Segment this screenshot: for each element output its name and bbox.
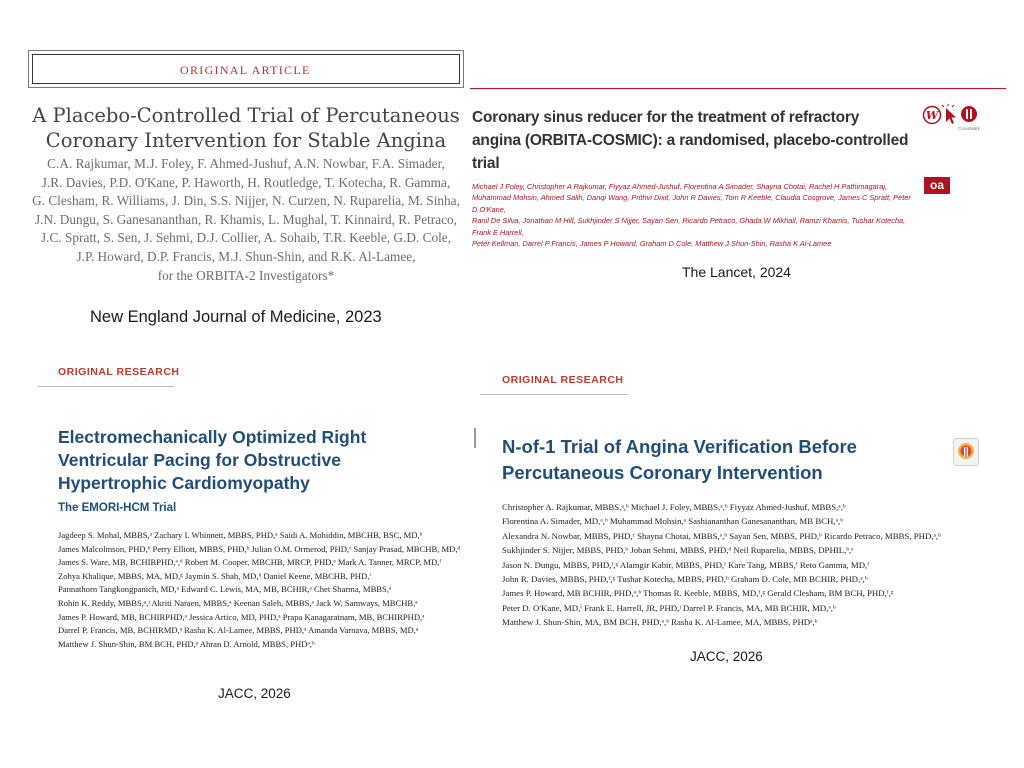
author-list xyxy=(472,181,912,249)
article-title xyxy=(502,434,952,486)
cursor-icon xyxy=(942,104,956,124)
title-line: Electromechanically Optimized Right xyxy=(58,427,367,447)
editorial-w-icon xyxy=(924,107,941,124)
author-line: Florentina A. Simader, MD,ᵃ,ᵇ Muhammad Mohsin,ᵃ Sashiananthan Ganesananthan, MB BCH,ᵃ,ᵇ xyxy=(502,516,843,527)
author-line: J.R. Davies, P.D. O'Kane, P. Haworth, H. Routledge, T. Kotecha, R. Gamma, xyxy=(41,174,451,190)
author-line: Michael J Foley, Christopher A Rajkumar, Fiyyaz Ahmed-Jushuf, Florentina A Simader, Shayna Chotai, Rachel H Pathimagaraj, xyxy=(472,182,888,191)
author-line: Jagdeep S. Mohal, MBBS,ᵃ Zachary I. Whinnett, MBBS, PHD,ᵃ Saidi A. Mohiddin, MBCHB, BSC, MD,ᵇ xyxy=(58,530,423,540)
journal-badge-icon xyxy=(953,438,979,466)
author-line: Peter Kellman, Darrel P Francis, James P Howard, Graham D Cole, Matthew J Shun-Shin, Rasha K Al-Lamee xyxy=(472,239,832,249)
title-line: trial xyxy=(472,155,500,172)
crossmark-icon xyxy=(958,106,981,131)
article-subtitle: The EMORI-HCM Trial xyxy=(58,502,177,514)
journal-caption: JACC, 2026 xyxy=(690,649,763,664)
jacc-nof1-article-panel xyxy=(480,372,1010,692)
section-rule xyxy=(480,394,628,395)
author-line: Rohin K. Reddy, MBBS,ᵃ,ʲ Akriti Naraen, MBBS,ᵃ Keenan Saleh, MBBS,ᵃ Jack W. Samways, MBCHB,ᵃ xyxy=(58,597,418,608)
journal-caption: JACC, 2026 xyxy=(218,686,291,701)
author-line: Ranil De Silva, Jonathan M Hill, Sukhjinder S Nijjer, Sayan Sen, Ricardo Petraco, Ghada W Mikhail, Ramzi Khamis, Tushar Kotecha, Frank E Harrell, xyxy=(472,216,906,237)
article-icons xyxy=(922,104,982,134)
author-line: Alexandra N. Nowbar, MBBS, PHD,ᶜ Shayna Chotai, MBBS,ᵃ,ᵇ Sayan Sen, MBBS, PHD,ᵇ Ricardo Petraco, MBBS, PHD,ᵃ,ᵇ xyxy=(502,530,941,541)
author-line: Jason N. Dungu, MBBS, PHD,ᶠ,ᵍ Alamgir Kabir, MBBS, PHD,ᶠ Kare Tang, MBBS,ᶠ Reto Gamma, MD,ᶠ xyxy=(502,559,870,570)
author-line: Sukhjinder S. Nijjer, MBBS, PHD,ᵇ Joban Sehmi, MBBS, PHD,ᵈ Neil Ruparelia, MBBS, DPHIL,ᵇ,ᵉ xyxy=(502,545,854,556)
author-line: James P. Howard, MB, BCHIRPHD,ᵃ Jessica Artico, MD, PHD,ᵃ Prapa Kanagaratnam, MB, BCHIRPHD,ᵃ xyxy=(58,611,425,622)
nejm-article-panel xyxy=(28,50,464,340)
article-title xyxy=(58,426,478,495)
author-line: J.C. Spratt, S. Sen, J. Sehmi, D.J. Collier, A. Sohaib, T.R. Keeble, G.D. Cole, xyxy=(40,230,452,246)
article-type-label: ORIGINAL ARTICLE xyxy=(32,54,460,84)
author-line: Pannathorn Tangkongpanich, MD,ᵃ Edward C. Lewis, MA, MB, BCHIR,ᵃ Chet Sharma, MBBS,ᵃ xyxy=(58,584,392,595)
journal-caption: New England Journal of Medicine, 2023 xyxy=(90,308,382,326)
author-line: James S. Ware, MB, BCHIRPHD,ᵃ,ᵈ Robert M. Cooper, MBCHB, MRCP, PHD,ᵉ Mark A. Tanner, MRCP, MD,ᶠ xyxy=(58,557,442,568)
author-line: James P. Howard, MB BCHIR, PHD,ᵃ,ᵇ Thomas R. Keeble, MBBS, MD,ᶠ,ᵍ Gerald Clesham, BM BCH, PHD,ᶠ,ᵍ xyxy=(502,588,894,599)
journal-caption: The Lancet, 2024 xyxy=(682,264,791,280)
author-line: J.P. Howard, D.P. Francis, M.J. Shun-Shin, and R.K. Al-Lamee, xyxy=(76,248,416,264)
article-type-banner xyxy=(28,50,464,88)
author-line: James Malcolmson, PHD,ᵇ Perry Elliott, MBBS, PHD,ᵇ Julian O.M. Ormerod, PHD,ᶜ Sanjay Prasad, MBCHB, MD,ᵈ xyxy=(58,543,461,554)
open-access-badge: oa xyxy=(924,177,950,194)
title-line: A Placebo-Controlled Trial of Percutaneous xyxy=(32,104,460,127)
lancet-article-panel xyxy=(470,88,1010,288)
author-line: Matthew J. Shun-Shin, BM BCH, PHD,ᵃ Ahran D. Arnold, MBBS, PHDᵃ,ʰ xyxy=(58,638,315,649)
author-line: Peter D. O'Kane, MD,ⁱ Frank E. Harrell, JR, PHD,ʲ Darrel P. Francis, MA, MB BCHIR, MD,ᵃ,ᵇ xyxy=(502,602,836,613)
title-line: Percutaneous Coronary Intervention xyxy=(502,462,823,483)
author-line: John R. Davies, MBBS, PHD,ᶠ,ᵍ Tushar Kotecha, MBBS, PHD,ʰ Graham D. Cole, MB BCHIR, PHD,ᵃ,ᵇ xyxy=(502,574,868,585)
author-line: for the ORBITA-2 Investigators* xyxy=(157,267,335,283)
title-line: Coronary Intervention for Stable Angina xyxy=(45,129,447,152)
title-line: N-of-1 Trial of Angina Verification Before xyxy=(502,436,857,457)
author-line: J.N. Dungu, S. Ganesananthan, R. Khamis, L. Mughal, T. Kinnaird, R. Petraco, xyxy=(35,211,457,227)
title-line: Ventricular Pacing for Obstructive xyxy=(58,450,341,470)
author-line: Zohya Khalique, MBBS, MA, MD,ᵍ Jaymin S. Shah, MD,ʰ Daniel Keene, MBCHB, PHD,ⁱ xyxy=(58,570,371,581)
author-line: G. Clesham, R. Williams, J. Din, S.S. Nijjer, N. Curzen, N. Ruparelia, M. Sinha, xyxy=(32,193,460,209)
crossmark-label: CrossMark xyxy=(958,126,980,131)
title-line: Hypertrophic Cardiomyopathy xyxy=(58,473,310,493)
section-rule xyxy=(38,386,174,387)
author-line: Matthew J. Shun-Shin, MA, BM BCH, PHD,ᵃ,ᵇ Rasha K. Al-Lamee, MA, MBBS, PHDᵃ,ᵇ xyxy=(502,617,818,628)
author-line: Muhammad Mohsin, Ahmed Salih, Danqi Wang, Prithvi Dixit, John R Davies, Tom R Keeble, Claudia Cosgrove, James C Spratt, Peter D O'Kane, xyxy=(472,193,911,214)
author-line: Christopher A. Rajkumar, MBBS,ᵃ,ᵇ Michael J. Foley, MBBS,ᵃ,ᵇ Fiyyaz Ahmed-Jushuf, MBBS,ᵃ,ᵇ xyxy=(502,502,846,512)
article-title xyxy=(472,106,912,175)
page-edge-mark xyxy=(474,428,476,448)
author-list xyxy=(58,529,483,651)
author-list xyxy=(502,500,1007,630)
author-list xyxy=(28,155,464,285)
title-line: angina (ORBITA-COSMIC): a randomised, placebo-controlled xyxy=(472,132,909,149)
svg-text:W: W xyxy=(925,109,939,122)
jacc-emori-article-panel xyxy=(38,366,483,706)
article-title xyxy=(28,103,464,153)
section-label: ORIGINAL RESEARCH xyxy=(58,366,180,378)
section-label: ORIGINAL RESEARCH xyxy=(502,374,624,386)
author-line: C.A. Rajkumar, M.J. Foley, F. Ahmed-Jushuf, A.N. Nowbar, F.A. Simader, xyxy=(47,156,445,171)
author-line: Darrel P. Francis, MB, BCHIRMD,ᵃ Rasha K. Al-Lamee, MBBS, PHD,ᵃ Amanda Varnava, MBBS, MD,ᵃ xyxy=(58,625,419,636)
title-line: Coronary sinus reducer for the treatment of refractory xyxy=(472,109,860,126)
header-rule xyxy=(470,88,1006,89)
